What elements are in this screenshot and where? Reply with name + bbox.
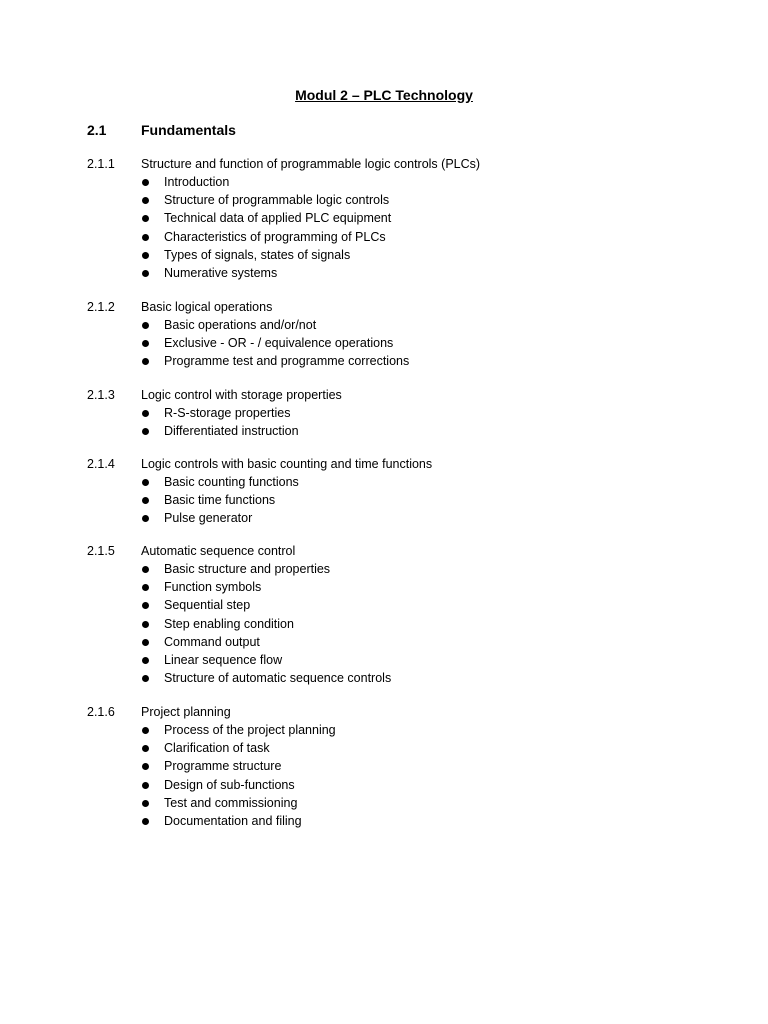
section-heading: [87, 386, 707, 404]
section-title: Structure and function of programmable logic controls (PLCs): [141, 157, 481, 171]
list-item: Process of the project planning: [87, 721, 707, 739]
bullet-icon: [142, 358, 149, 365]
bullet-icon: [142, 602, 149, 609]
bullet-icon: [142, 763, 149, 770]
bullet-list: [87, 560, 707, 687]
chapter-number: 2.1: [87, 122, 107, 138]
list-item: Programme structure: [87, 757, 707, 775]
list-item: Basic operations and/or/not: [87, 316, 707, 334]
bullet-icon: [142, 410, 149, 417]
section-title: Basic logical operations: [141, 300, 273, 314]
section-number: 2.1.4: [87, 457, 115, 471]
bullet-icon: [142, 234, 149, 241]
section-number: 2.1.1: [87, 157, 115, 171]
bullet-icon: [142, 252, 149, 259]
section-heading: [87, 703, 707, 721]
section-heading: [87, 298, 707, 316]
list-item: Command output: [87, 633, 707, 651]
section-2-1-2: [87, 298, 707, 371]
section-2-1-5: [87, 542, 707, 687]
list-item: Types of signals, states of signals: [87, 246, 707, 264]
bullet-icon: [142, 197, 149, 204]
section-title: Automatic sequence control: [141, 544, 296, 558]
section-number: 2.1.3: [87, 388, 115, 402]
list-item: Characteristics of programming of PLCs: [87, 228, 707, 246]
list-item: Structure of automatic sequence controls: [87, 669, 707, 687]
list-item: Design of sub-functions: [87, 776, 707, 794]
section-number: 2.1.5: [87, 544, 115, 558]
bullet-icon: [142, 270, 149, 277]
list-item: Technical data of applied PLC equipment: [87, 209, 707, 227]
bullet-icon: [142, 782, 149, 789]
bullet-icon: [142, 215, 149, 222]
bullet-icon: [142, 584, 149, 591]
chapter-heading: [87, 121, 236, 139]
list-item: Differentiated instruction: [87, 422, 707, 440]
section-2-1-3: [87, 386, 707, 440]
list-item: Documentation and filing: [87, 812, 707, 830]
section-heading: [87, 542, 707, 560]
list-item: Sequential step: [87, 596, 707, 614]
section-title: Logic controls with basic counting and time functions: [141, 457, 433, 471]
bullet-icon: [142, 566, 149, 573]
list-item: Structure of programmable logic controls: [87, 191, 707, 209]
bullet-icon: [142, 179, 149, 186]
bullet-list: [87, 316, 707, 371]
section-2-1-6: [87, 703, 707, 830]
bullet-icon: [142, 515, 149, 522]
bullet-icon: [142, 800, 149, 807]
bullet-icon: [142, 675, 149, 682]
list-item: Exclusive - OR - / equivalence operations: [87, 334, 707, 352]
section-2-1-1: [87, 155, 707, 282]
bullet-icon: [142, 745, 149, 752]
bullet-icon: [142, 727, 149, 734]
bullet-list: [87, 473, 707, 528]
section-title: Project planning: [141, 705, 231, 719]
list-item: Step enabling condition: [87, 615, 707, 633]
bullet-icon: [142, 639, 149, 646]
list-item: R-S-storage properties: [87, 404, 707, 422]
list-item: Introduction: [87, 173, 707, 191]
list-item: Basic counting functions: [87, 473, 707, 491]
list-item: Clarification of task: [87, 739, 707, 757]
bullet-icon: [142, 340, 149, 347]
section-title: Logic control with storage properties: [141, 388, 342, 402]
list-item: Programme test and programme corrections: [87, 352, 707, 370]
list-item: Basic structure and properties: [87, 560, 707, 578]
section-heading: [87, 455, 707, 473]
bullet-icon: [142, 479, 149, 486]
section-heading: [87, 155, 707, 173]
document-title: Modul 2 – PLC Technology: [295, 87, 473, 103]
chapter-title: Fundamentals: [141, 122, 236, 138]
section-2-1-4: [87, 455, 707, 528]
bullet-list: [87, 404, 707, 440]
bullet-icon: [142, 818, 149, 825]
list-item: Linear sequence flow: [87, 651, 707, 669]
list-item: Test and commissioning: [87, 794, 707, 812]
list-item: Numerative systems: [87, 264, 707, 282]
list-item: Function symbols: [87, 578, 707, 596]
bullet-list: [87, 721, 707, 830]
list-item: Basic time functions: [87, 491, 707, 509]
bullet-icon: [142, 322, 149, 329]
bullet-icon: [142, 428, 149, 435]
section-number: 2.1.6: [87, 705, 115, 719]
bullet-icon: [142, 657, 149, 664]
section-number: 2.1.2: [87, 300, 115, 314]
bullet-icon: [142, 621, 149, 628]
list-item: Pulse generator: [87, 509, 707, 527]
bullet-icon: [142, 497, 149, 504]
bullet-list: [87, 173, 707, 282]
